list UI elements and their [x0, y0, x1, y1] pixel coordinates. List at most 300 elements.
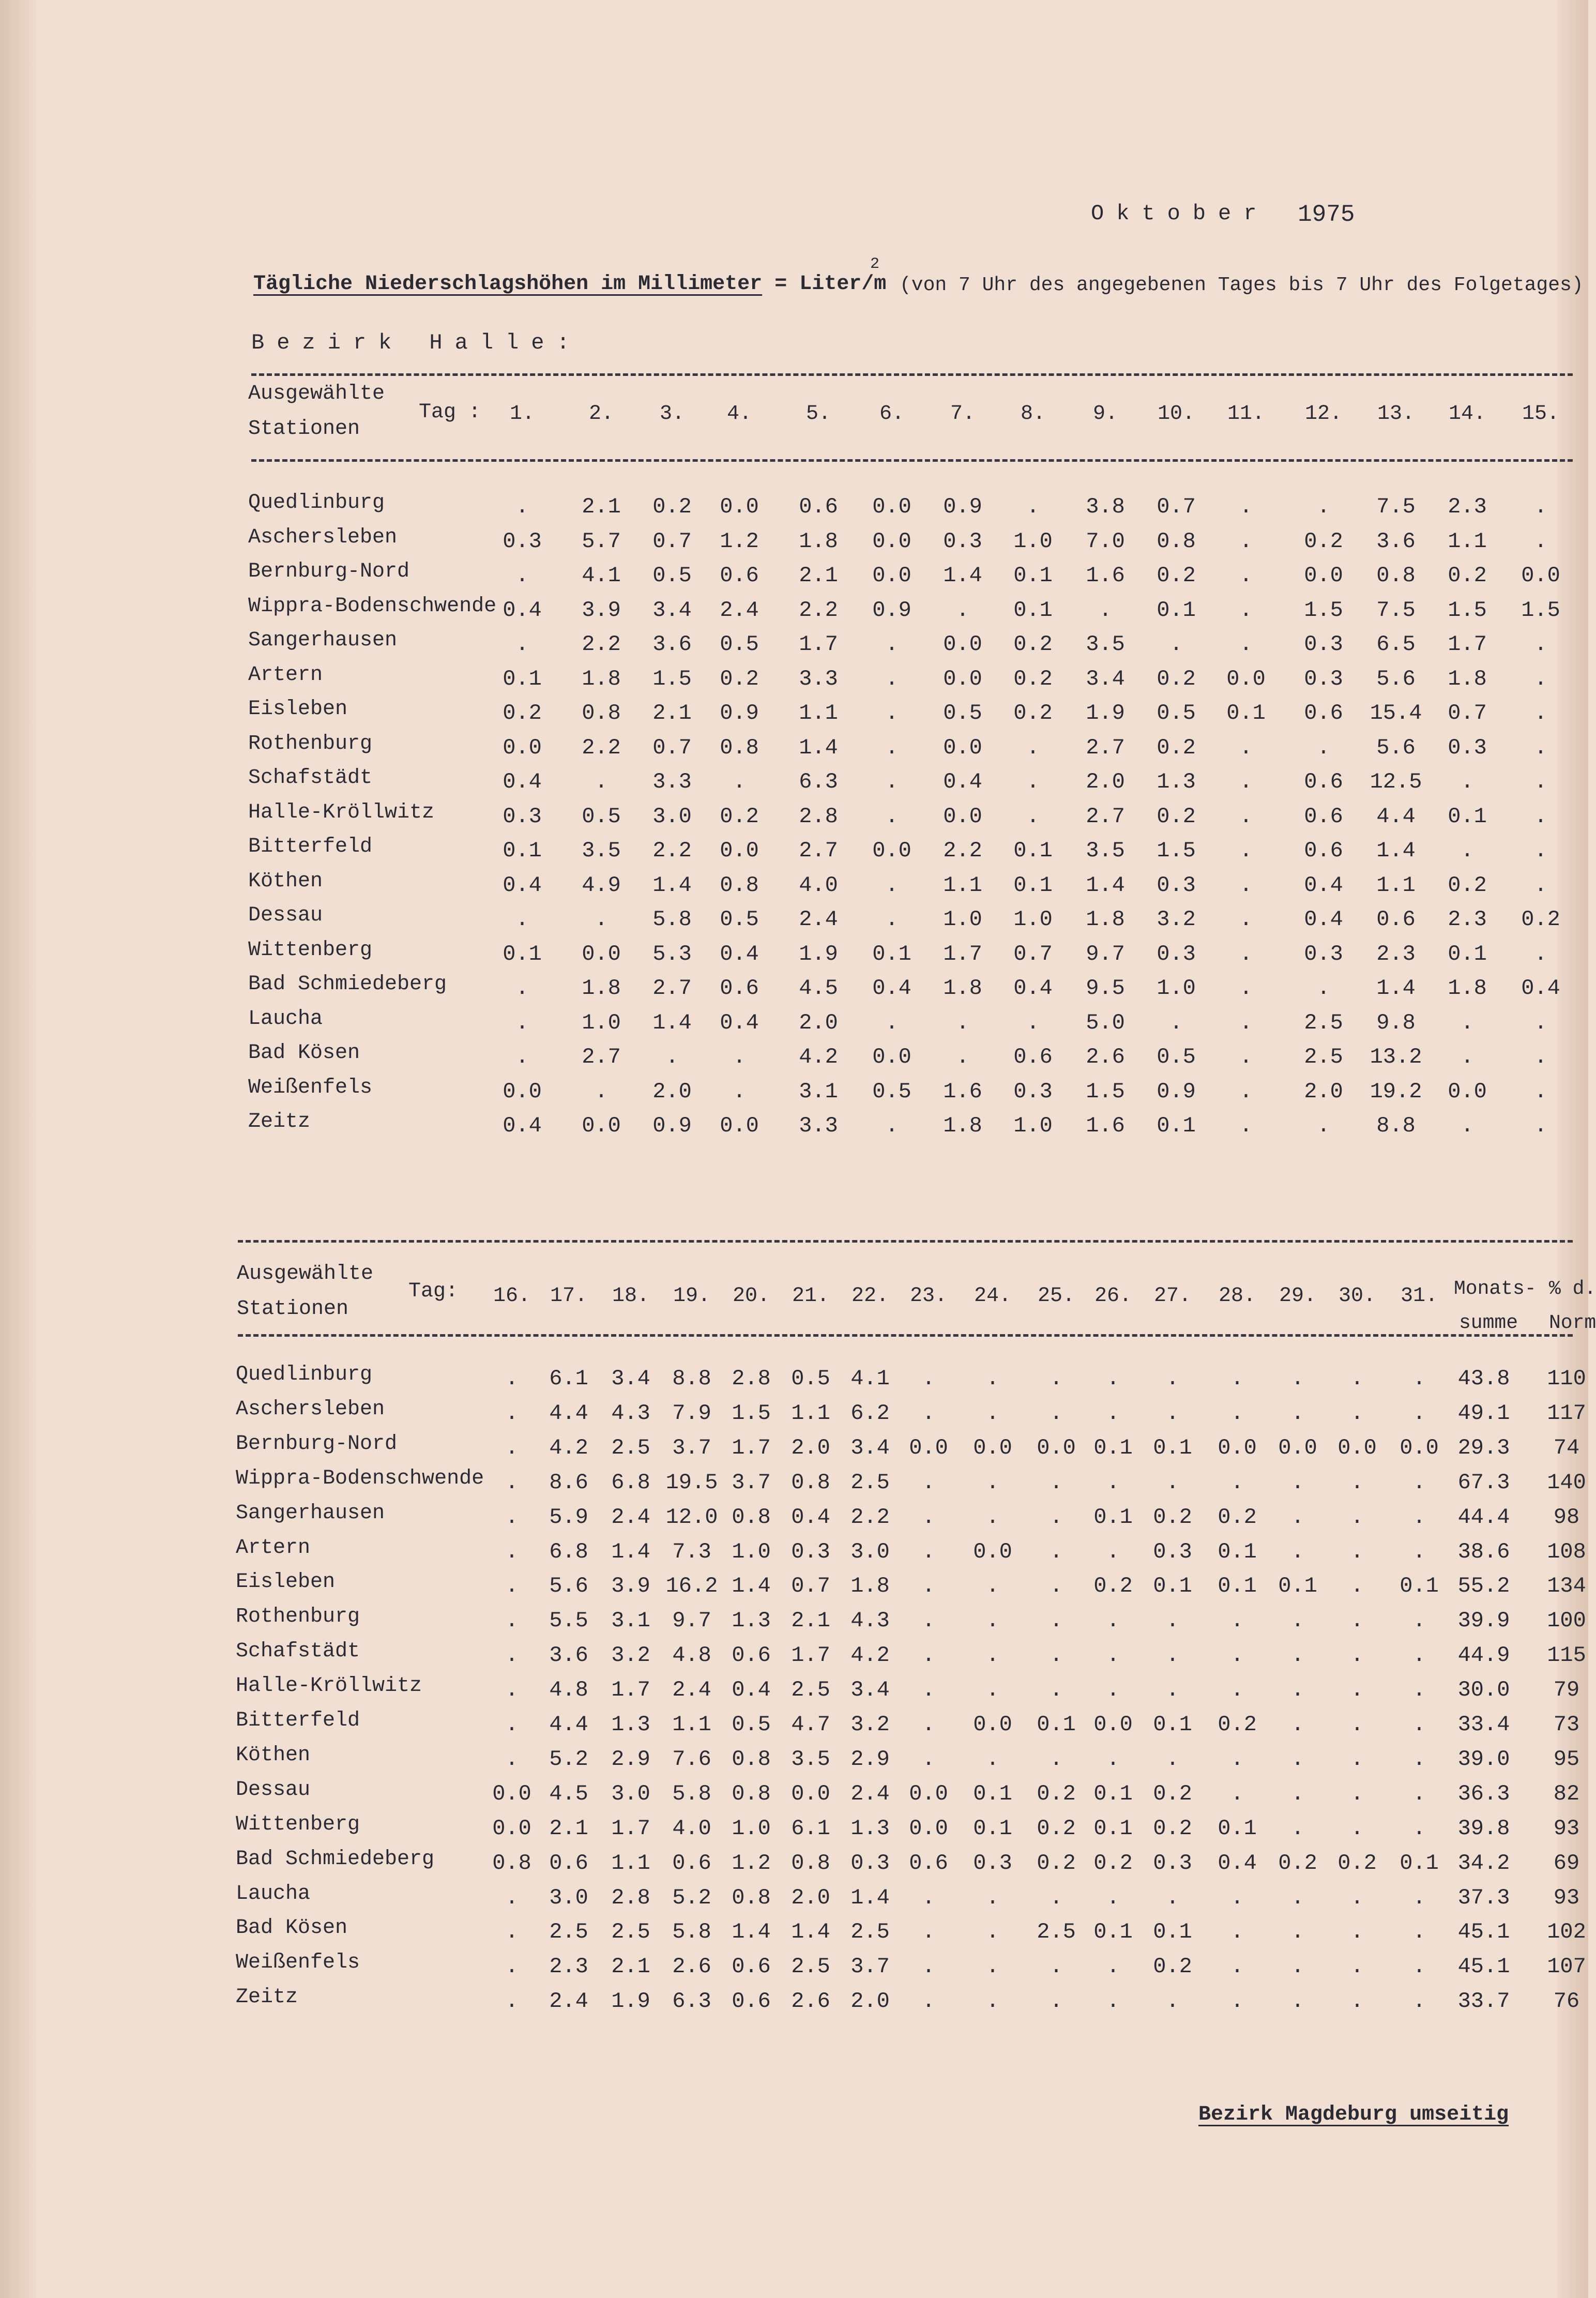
table-1-cell: . [515, 907, 529, 932]
table-2-cell: 19.5 [665, 1470, 718, 1495]
table-1-cell: 7.5 [1376, 494, 1416, 519]
day-header-11: 11. [1227, 402, 1265, 426]
table-2-cell: 0.0 [1218, 1435, 1257, 1460]
table-1-cell: . [1461, 1045, 1474, 1069]
table-1-cell: 0.0 [872, 563, 911, 588]
table-1-cell: . [885, 1010, 899, 1035]
table-1-cell: 1.0 [1157, 976, 1196, 1001]
table-2-station-name: Artern [236, 1536, 311, 1560]
table-1-cell: 0.4 [503, 597, 542, 623]
table-2-cell: . [1230, 1746, 1244, 1772]
table-2-cell: 4.5 [549, 1781, 588, 1806]
table-2-cell: . [1412, 1885, 1426, 1910]
table-1-cell: 1.8 [582, 976, 621, 1001]
table-2-cell: 0.0 [1278, 1435, 1317, 1460]
table-2-cell: 0.1 [1093, 1781, 1133, 1806]
table-2-cell: . [986, 1919, 999, 1945]
table-1-cell: 0.4 [1521, 976, 1560, 1001]
month-sum-cell: 33.4 [1457, 1712, 1510, 1737]
table-1-cell: 0.6 [1376, 907, 1416, 932]
table-2-cell: . [986, 1643, 999, 1668]
table-2-cell: . [1350, 1366, 1364, 1391]
day-header-2: 2. [588, 402, 614, 426]
table-2-cell: 1.1 [611, 1850, 650, 1876]
table-2-cell: . [1050, 1366, 1063, 1391]
table-1-cell: 0.2 [1013, 632, 1053, 657]
table-2-cell: 2.3 [549, 1954, 588, 1979]
day-header-28: 28. [1218, 1284, 1256, 1308]
table-2-cell: 2.8 [732, 1366, 771, 1391]
table-1-cell: 0.1 [1013, 872, 1053, 898]
table-1-cell: 0.2 [1304, 528, 1343, 554]
unit-superscript: 2 [870, 255, 880, 273]
month-sum-cell: 38.6 [1457, 1539, 1510, 1564]
table-1-cell: 0.3 [1304, 632, 1343, 657]
table-2-station-name: Wittenberg [236, 1812, 360, 1836]
table-2-cell: 3.7 [672, 1435, 711, 1460]
table-2-cell: 0.4 [1218, 1850, 1257, 1876]
table-2-cell: 0.1 [1153, 1574, 1192, 1599]
table-2-cell: 0.2 [1218, 1712, 1257, 1737]
table-1-cell: 0.9 [1157, 1079, 1196, 1104]
table-2-cell: 5.6 [549, 1574, 588, 1599]
table-1-station-name: Sangerhausen [248, 629, 398, 652]
table-1-cell: . [1534, 1010, 1547, 1035]
table-2-cell: . [1106, 1539, 1120, 1564]
table-2-cell: . [1412, 1539, 1426, 1564]
table-1-cell: 2.7 [1086, 735, 1125, 760]
table-2-cell: 0.6 [909, 1850, 948, 1876]
table-2-cell: 0.2 [1153, 1504, 1192, 1530]
month-sum-cell: 29.3 [1457, 1435, 1510, 1460]
table-1-cell: . [595, 769, 608, 794]
table-1-station-name: Aschersleben [248, 525, 398, 549]
table-1-cell: 0.4 [943, 769, 982, 794]
table-2-cell: . [1350, 1746, 1364, 1772]
table-2-cell: 4.7 [791, 1712, 830, 1737]
table-1-cell: 0.0 [943, 666, 982, 691]
table-2-cell: . [1350, 1400, 1364, 1426]
table-2-cell: . [1291, 1781, 1304, 1806]
percent-norm-cell: 100 [1547, 1608, 1586, 1634]
table-1-station-name: Bad Kösen [248, 1041, 360, 1065]
table-2-cell: 0.0 [909, 1781, 948, 1806]
table-2-cell: 5.2 [549, 1746, 588, 1772]
table-1-cell: . [885, 907, 899, 932]
table-2-station-name: Dessau [236, 1778, 311, 1802]
table-2-cell: . [1230, 1781, 1244, 1806]
month-sum-cell: 39.8 [1457, 1816, 1510, 1841]
table-1-cell: 15.4 [1370, 701, 1422, 725]
table-1-cell: 12.5 [1370, 769, 1422, 794]
table-2-cell: 2.4 [549, 1989, 588, 2014]
day-header-3: 3. [659, 402, 685, 426]
table-2-cell: 6.8 [549, 1539, 588, 1564]
table-2-cell: 0.5 [791, 1366, 830, 1391]
table-2-cell: 0.1 [1153, 1919, 1192, 1945]
table-2-cell: 1.0 [732, 1539, 771, 1564]
table-2-station-name: Aschersleben [236, 1397, 385, 1421]
table-2-cell: 1.2 [732, 1850, 771, 1876]
table-2-cell: 0.1 [1093, 1504, 1133, 1530]
percent-norm-cell: 110 [1547, 1366, 1586, 1391]
table-1-cell: 1.5 [1448, 597, 1487, 623]
table-1-cell: 4.5 [799, 976, 838, 1001]
table-1-cell: 1.1 [799, 701, 838, 725]
table-1-cell: 1.9 [799, 941, 838, 966]
table-2-cell: . [1050, 1400, 1063, 1426]
table-2-cell: 7.9 [672, 1400, 711, 1426]
table-1-cell: . [1534, 528, 1547, 554]
table-1-cell: 0.0 [503, 735, 542, 760]
table-2-station-name: Bad Kösen [236, 1916, 348, 1940]
table-1-cell: 8.8 [1376, 1113, 1416, 1138]
table-2-cell: 0.0 [973, 1712, 1012, 1737]
table-2-cell: 0.5 [732, 1712, 771, 1737]
day-header-26: 26. [1094, 1284, 1132, 1308]
table-1-cell: 2.7 [582, 1045, 621, 1069]
table-2-station-name: Sangerhausen [236, 1501, 385, 1525]
table-1-cell: 0.6 [799, 494, 838, 519]
table-1-cell: 0.5 [652, 563, 692, 588]
table-1-cell: . [1534, 941, 1547, 966]
table-2-cell: 5.5 [549, 1608, 588, 1634]
table-2-cell: . [1106, 1643, 1120, 1668]
table-2-cell: 1.7 [791, 1643, 830, 1668]
table-1-cell: . [1534, 1079, 1547, 1104]
table-2-station-name: Weißenfels [236, 1951, 360, 1975]
table-1-cell: 2.3 [1448, 494, 1487, 519]
table-1-station-name: Artern [248, 663, 323, 687]
table-2-station-name: Zeitz [236, 1986, 298, 2009]
table-2-cell: 1.8 [850, 1574, 890, 1599]
table-1-station-name: Köthen [248, 869, 323, 893]
table-2-cell: . [1350, 1712, 1364, 1737]
table-2-cell: . [1412, 1677, 1426, 1703]
table-2-cell: 0.2 [1153, 1954, 1192, 1979]
table-1-station-name: Weißenfels [248, 1076, 373, 1099]
table-2-cell: 2.5 [791, 1677, 830, 1703]
table-2-cell: . [922, 1470, 935, 1495]
table-1-cell: 3.0 [652, 804, 692, 829]
table-1-cell: 0.4 [503, 872, 542, 898]
table-2-cell: . [1230, 1954, 1244, 1979]
table-1-cell: . [1534, 1045, 1547, 1069]
table-1-station-name: Halle-Kröllwitz [248, 800, 435, 824]
table-2-station-name: Quedlinburg [236, 1363, 373, 1386]
table-1-cell: 0.0 [872, 528, 911, 554]
table-1-cell: 6.3 [799, 769, 838, 794]
table-1-cell: 0.1 [1226, 701, 1266, 725]
table-1-cell: . [1239, 1010, 1253, 1035]
day-header-24: 24. [974, 1284, 1012, 1308]
table-1-cell: . [1239, 597, 1253, 623]
table-1-cell: . [595, 1079, 608, 1104]
table-2-cell: 2.4 [850, 1781, 890, 1806]
table-2-cell: . [1050, 1539, 1063, 1564]
table-2-cell: . [1291, 1712, 1304, 1737]
table-2-cell: 0.3 [973, 1850, 1012, 1876]
table-1-cell: 0.7 [652, 528, 692, 554]
table-1-cell: 0.2 [1013, 701, 1053, 725]
table-1-cell: . [595, 907, 608, 932]
table-2-cell: 1.7 [732, 1435, 771, 1460]
table-1-cell: 1.4 [1376, 976, 1416, 1001]
table-2-cell: 1.0 [732, 1816, 771, 1841]
table-1-cell: 5.3 [652, 941, 692, 966]
table-1-cell: 0.4 [720, 1010, 759, 1035]
table-1-cell: 0.7 [652, 735, 692, 760]
table-1-cell: 2.2 [799, 597, 838, 623]
table-2-cell: 0.3 [1153, 1850, 1192, 1876]
day-header-19: 19. [673, 1284, 711, 1308]
table-2-cell: . [1230, 1643, 1244, 1668]
table-2-cell: . [1050, 1885, 1063, 1910]
table-2-cell: . [986, 1608, 999, 1634]
table-2-cell: . [1166, 1746, 1179, 1772]
table-2-cell: . [986, 1400, 999, 1426]
table-1-cell: . [1239, 563, 1253, 588]
table-1-cell: . [885, 735, 899, 760]
table-2-cell: 0.3 [850, 1850, 890, 1876]
percent-norm-cell: 107 [1547, 1954, 1586, 1979]
table-2-cell: . [1050, 1677, 1063, 1703]
table-1-cell: . [1239, 907, 1253, 932]
table-2-cell: 1.4 [850, 1885, 890, 1910]
table-2-cell: 0.7 [791, 1574, 830, 1599]
table-2-cell: 4.2 [850, 1643, 890, 1668]
table-1-cell: . [1317, 735, 1330, 760]
table-2-cell: . [1412, 1746, 1426, 1772]
district-heading: Bezirk Halle: [251, 330, 582, 355]
month-sum-cell: 67.3 [1457, 1470, 1510, 1495]
table-1-cell: 2.0 [799, 1010, 838, 1035]
table-1-cell: 1.8 [582, 666, 621, 691]
table-1-cell: 0.4 [720, 941, 759, 966]
table-1-cell: . [1534, 769, 1547, 794]
table-2-cell: . [1291, 1989, 1304, 2014]
table-2-cell: . [1050, 1989, 1063, 2014]
paper-right-edge [1557, 0, 1588, 2298]
table-2-cell: 0.8 [732, 1746, 771, 1772]
table-1-cell: . [665, 1045, 679, 1069]
table-1-cell: 0.2 [503, 701, 542, 725]
table-2-cell: 0.0 [791, 1781, 830, 1806]
table-2-cell: 4.0 [672, 1816, 711, 1841]
table-2-cell: . [1230, 1919, 1244, 1945]
table-1-cell: . [1026, 494, 1040, 519]
table-2-cell: 0.8 [732, 1885, 771, 1910]
table-2-cell: 6.8 [611, 1470, 650, 1495]
table-1-cell: 0.2 [1157, 563, 1196, 588]
table-2-cell: 0.4 [791, 1504, 830, 1530]
table-2-cell: 2.0 [791, 1885, 830, 1910]
table-1-cell: . [1534, 1113, 1547, 1138]
table-2-cell: 0.8 [791, 1470, 830, 1495]
table-1-cell: 4.9 [582, 872, 621, 898]
table-2-cell: . [505, 1989, 519, 2014]
table-1-cell: 0.2 [1157, 804, 1196, 829]
table-2-cell: 4.8 [672, 1643, 711, 1668]
table-2-station-name: Köthen [236, 1743, 311, 1767]
table-1-cell: 1.6 [1086, 563, 1125, 588]
table-2-station-name: Schafstädt [236, 1640, 360, 1664]
table-1-station-name: Zeitz [248, 1110, 311, 1133]
table-2-cell: 2.9 [611, 1746, 650, 1772]
table-1-station-name: Quedlinburg [248, 491, 385, 515]
table-2-cell: . [922, 1712, 935, 1737]
table-1-cell: 9.5 [1086, 976, 1125, 1001]
table-1-cell: 1.8 [799, 528, 838, 554]
table-2-cell: 3.5 [791, 1746, 830, 1772]
table-2-cell: 0.0 [1400, 1435, 1439, 1460]
day-header-21: 21. [792, 1284, 830, 1308]
table-2-cell: . [1412, 1989, 1426, 2014]
table-1-cell: . [1461, 1113, 1474, 1138]
table-2-cell: . [986, 1677, 999, 1703]
month-sum-cell: 39.0 [1457, 1746, 1510, 1772]
table-1-cell: 1.7 [943, 941, 982, 966]
table-1-cell: 0.2 [1157, 666, 1196, 691]
table-1-cell: 0.6 [1304, 769, 1343, 794]
table-2-cell: 4.3 [611, 1400, 650, 1426]
table-2-cell: 2.5 [791, 1954, 830, 1979]
header-stations-line1: Ausgewählte [248, 382, 385, 405]
table-2-cell: . [922, 1400, 935, 1426]
table-2-cell: . [922, 1608, 935, 1634]
table-2-cell: 1.4 [732, 1574, 771, 1599]
table-1-cell: 0.3 [943, 528, 982, 554]
table-1-cell: 0.7 [1157, 494, 1196, 519]
table-2-cell: 0.0 [492, 1816, 531, 1841]
table-2-cell: . [922, 1643, 935, 1668]
table-2-cell: 0.2 [1218, 1504, 1257, 1530]
table-1-station-name: Eisleben [248, 698, 348, 721]
table-1-cell: . [733, 1079, 746, 1104]
table-1-cell: 0.6 [720, 976, 759, 1001]
table-1-cell: 2.7 [652, 976, 692, 1001]
table-2-cell: . [1106, 1400, 1120, 1426]
table-1-cell: 2.7 [1086, 804, 1125, 829]
table-2-cell: . [986, 1470, 999, 1495]
table-1-cell: 0.2 [720, 804, 759, 829]
table-1-cell: 1.5 [1304, 597, 1343, 623]
table-2-cell: . [1291, 1954, 1304, 1979]
table-1-cell: 0.2 [720, 666, 759, 691]
table-2-cell: . [505, 1539, 519, 1564]
table-2-cell: 4.8 [549, 1677, 588, 1703]
table-1-cell: . [956, 1010, 969, 1035]
table-1-cell: 1.8 [1448, 976, 1487, 1001]
table-1-cell: . [1239, 872, 1253, 898]
table-1-cell: 1.3 [1157, 769, 1196, 794]
table-1-cell: 2.4 [720, 597, 759, 623]
month-sum-cell: 39.9 [1457, 1608, 1510, 1634]
table-2-cell: 0.8 [492, 1850, 531, 1876]
table-1-cell: 0.5 [720, 632, 759, 657]
table-2-cell: . [505, 1608, 519, 1634]
table-2-cell: 1.1 [791, 1400, 830, 1426]
table-2-cell: . [1230, 1608, 1244, 1634]
table-2-cell: 6.2 [850, 1400, 890, 1426]
table-1-cell: 1.4 [652, 872, 692, 898]
table-1-cell: 0.3 [503, 804, 542, 829]
table-2-cell: . [1166, 1400, 1179, 1426]
table-2-cell: . [1412, 1470, 1426, 1495]
header-pct-line2: Norm [1549, 1312, 1596, 1334]
table-2-cell: . [1166, 1608, 1179, 1634]
table-2-cell: . [1291, 1504, 1304, 1530]
percent-norm-cell: 102 [1547, 1919, 1586, 1945]
table-2-cell: . [505, 1504, 519, 1530]
table-2-cell: . [1106, 1677, 1120, 1703]
table-2-cell: . [1412, 1919, 1426, 1945]
table-2-cell: . [1350, 1989, 1364, 2014]
table-2-cell: . [986, 1504, 999, 1530]
table-1-cell: 0.8 [1157, 528, 1196, 554]
table-2-cell: . [922, 1539, 935, 1564]
table-2-cell: 0.1 [1093, 1816, 1133, 1841]
table-1-cell: 5.7 [582, 528, 621, 554]
table-2-cell: 2.5 [611, 1435, 650, 1460]
table-1-cell: 0.3 [1448, 735, 1487, 760]
table-2-cell: 3.0 [850, 1539, 890, 1564]
table-2-cell: 5.2 [672, 1885, 711, 1910]
table-2-station-name: Laucha [236, 1882, 311, 1906]
table-2-cell: 2.2 [850, 1504, 890, 1530]
table-1-cell: 3.3 [799, 666, 838, 691]
table-2-cell: . [505, 1919, 519, 1945]
table-2-cell: 0.8 [732, 1781, 771, 1806]
table-2-cell: 0.4 [732, 1677, 771, 1703]
table-2-cell: 2.0 [850, 1989, 890, 2014]
table-1-cell: 0.1 [1157, 1113, 1196, 1138]
table-1-cell: 1.5 [1086, 1079, 1125, 1104]
table-2-cell: 0.2 [1278, 1850, 1317, 1876]
table-2-cell: . [1291, 1816, 1304, 1841]
table-1-cell: . [733, 1045, 746, 1069]
month-sum-cell: 43.8 [1457, 1366, 1510, 1391]
table-2-cell: . [1291, 1608, 1304, 1634]
table-1-cell: 1.0 [582, 1010, 621, 1035]
table-2-cell: . [505, 1470, 519, 1495]
table-1-cell: 0.0 [720, 494, 759, 519]
header-month-sum-line1: Monats- [1454, 1278, 1537, 1300]
table-1-cell: . [515, 494, 529, 519]
table-1-cell: 1.2 [720, 528, 759, 554]
table-1-station-name: Wittenberg [248, 938, 373, 962]
percent-norm-cell: 93 [1553, 1885, 1580, 1910]
table-2-cell: 0.3 [1153, 1539, 1192, 1564]
table-1-cell: 1.4 [652, 1010, 692, 1035]
table-1-cell: 1.5 [652, 666, 692, 691]
table-2-cell: 6.1 [549, 1366, 588, 1391]
table-2-cell: 4.3 [850, 1608, 890, 1634]
table-1-cell: . [956, 597, 969, 623]
table-2-cell: . [1291, 1919, 1304, 1945]
subtitle [253, 274, 886, 295]
table-1-cell: 4.1 [582, 563, 621, 588]
table-1-cell: 19.2 [1370, 1079, 1422, 1104]
month-sum-cell: 30.0 [1457, 1677, 1510, 1703]
table-1-cell: 0.0 [720, 838, 759, 863]
table-1-cell: 0.0 [582, 941, 621, 966]
table-1-cell: 0.4 [1013, 976, 1053, 1001]
table-2-cell: 2.4 [611, 1504, 650, 1530]
table-2-cell: 7.6 [672, 1746, 711, 1772]
table-2-cell: . [1050, 1954, 1063, 1979]
table-2-cell: 0.1 [973, 1781, 1012, 1806]
